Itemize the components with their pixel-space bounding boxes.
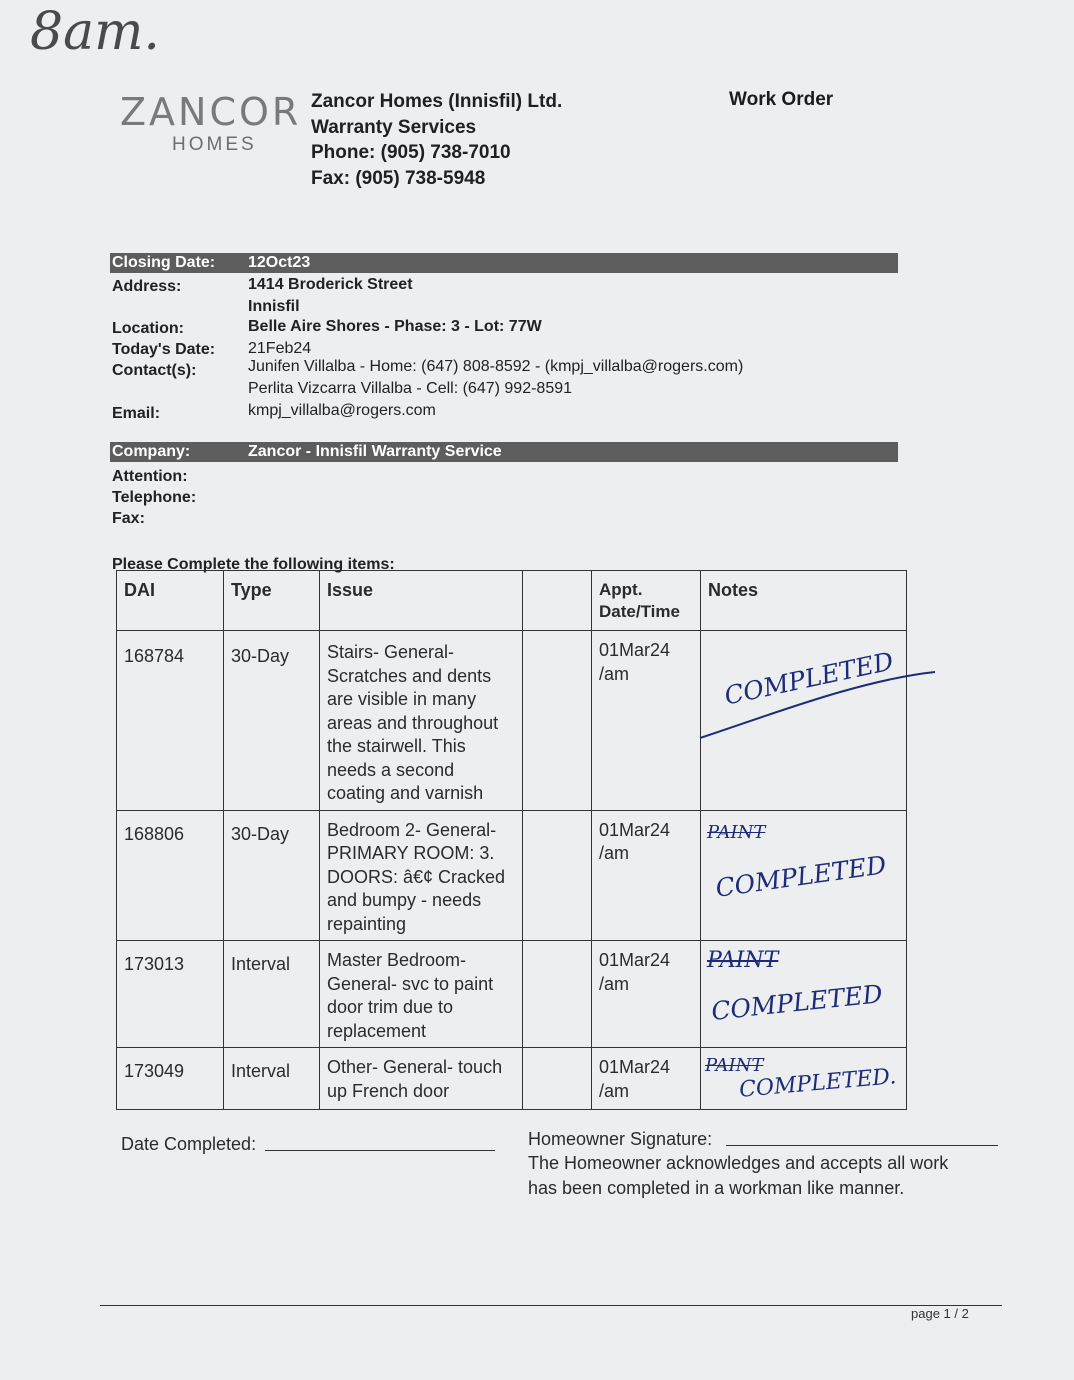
row-issue: Bedroom 2- General- PRIMARY ROOM: 3. DOORS: â€¢ Cracked and bumpy - needs repainting [320,810,523,941]
row-appt [592,631,701,811]
company-bar-label: Company: [112,443,191,460]
email-value: kmpj_villalba@rogers.com [248,402,436,419]
address-label: Address: [112,278,182,295]
closing-date-label: Closing Date: [112,254,216,271]
signature-line [726,1145,998,1146]
row-type: Interval [224,1048,320,1110]
row-appt-date: 01Mar24 [599,819,671,840]
row-appt-date: 01Mar24 [599,640,671,660]
closing-date-value: 12Oct23 [248,254,311,271]
work-items-table [116,570,907,1110]
header-blank [523,571,592,631]
location-label: Location: [112,320,184,337]
row-issue: Stairs- General- Scratches and dents are visible in many areas and throughout the stairwell. This needs a second coating and varnish [320,631,523,811]
row-appt-time: /am [599,663,630,684]
acknowledgement-line1: The Homeowner acknowledges and accepts all work [528,1153,949,1173]
contact-1: Junifen Villalba - Home: (647) 808-8592 - (kmpj_villalba@rogers.com) [248,358,744,375]
zancor-logo: ZANCOR [120,90,302,134]
row-appt [592,810,701,941]
document-title: Work Order [729,89,834,110]
handwritten-note: COMPLETED [721,646,896,711]
handwritten-note: COMPLETED [713,849,889,903]
row-appt [592,941,701,1048]
fax-label: Fax: [112,510,145,527]
struck-note: PAINT [705,1055,764,1076]
row-notes [701,810,907,941]
company-header [311,89,562,191]
row-appt-date: 01Mar24 [599,1057,671,1077]
header-issue: Issue [320,571,523,631]
row-dai: 168784 [117,631,224,811]
row-blank [523,810,592,941]
acknowledgement-line2: has been completed in a workman like manner. [528,1178,905,1198]
row-dai: 168806 [117,810,224,941]
page-number: page 1 / 2 [911,1306,969,1321]
notes-pen-stroke [690,660,940,750]
row-type: 30-Day [224,810,320,941]
struck-note: PAINT [707,948,779,973]
table-row [117,941,907,1048]
footer-divider [100,1305,1002,1306]
todays-date-label: Today's Date: [112,341,216,358]
row-appt-time: /am [599,1080,630,1101]
company-bar [110,442,898,462]
address-line1: 1414 Broderick Street [248,276,413,293]
row-notes [701,1048,907,1110]
telephone-label: Telephone: [112,489,197,506]
homeowner-signature-label: Homeowner Signature: [528,1129,713,1149]
items-heading: Please Complete the following items: [112,556,395,573]
row-notes [701,941,907,1048]
table-header-row [117,571,907,631]
row-blank [523,941,592,1048]
row-type: Interval [224,941,320,1048]
date-completed-label: Date Completed: [121,1134,257,1154]
handwritten-note: COMPLETED. [738,1064,898,1103]
contact-2: Perlita Vizcarra Villalba - Cell: (647) 992-8591 [248,380,573,397]
struck-note: PAINT [707,821,766,843]
row-appt [592,1048,701,1110]
row-appt-date: 01Mar24 [599,950,671,970]
handwritten-time-note: 8am. [30,2,160,62]
zancor-logo-subtitle: HOMES [172,134,257,155]
company-name: Zancor Homes (Innisfil) Ltd. [311,91,563,112]
row-dai: 173049 [117,1048,224,1110]
row-type: 30-Day [224,631,320,811]
company-phone: Phone: (905) 738-7010 [311,142,511,163]
todays-date-value: 21Feb24 [248,340,312,357]
location-value: Belle Aire Shores - Phase: 3 - Lot: 77W [248,318,542,335]
row-issue: Master Bedroom- General- svc to paint door trim due to replacement [320,941,523,1048]
address-line2: Innisfil [248,298,300,315]
row-blank [523,631,592,811]
header-dai: DAI [117,571,224,631]
table-row [117,810,907,941]
header-notes: Notes [701,571,907,631]
closing-date-bar [110,253,898,273]
date-completed-line [265,1150,495,1151]
company-dept: Warranty Services [311,116,477,138]
email-label: Email: [112,405,161,422]
attention-label: Attention: [112,468,188,485]
header-type: Type [224,571,320,631]
table-row [117,1048,907,1110]
row-issue: Other- General- touch up French door [320,1048,523,1110]
header-appt: Appt. Date/Time [592,571,701,631]
row-appt-time: /am [599,973,630,994]
row-appt-time: /am [599,843,630,863]
company-bar-value: Zancor - Innisfil Warranty Service [248,443,502,460]
row-blank [523,1048,592,1110]
handwritten-note: COMPLETED [709,979,884,1026]
contacts-label: Contact(s): [112,362,197,379]
company-fax: Fax: (905) 738-5948 [311,167,486,189]
row-dai: 173013 [117,941,224,1048]
